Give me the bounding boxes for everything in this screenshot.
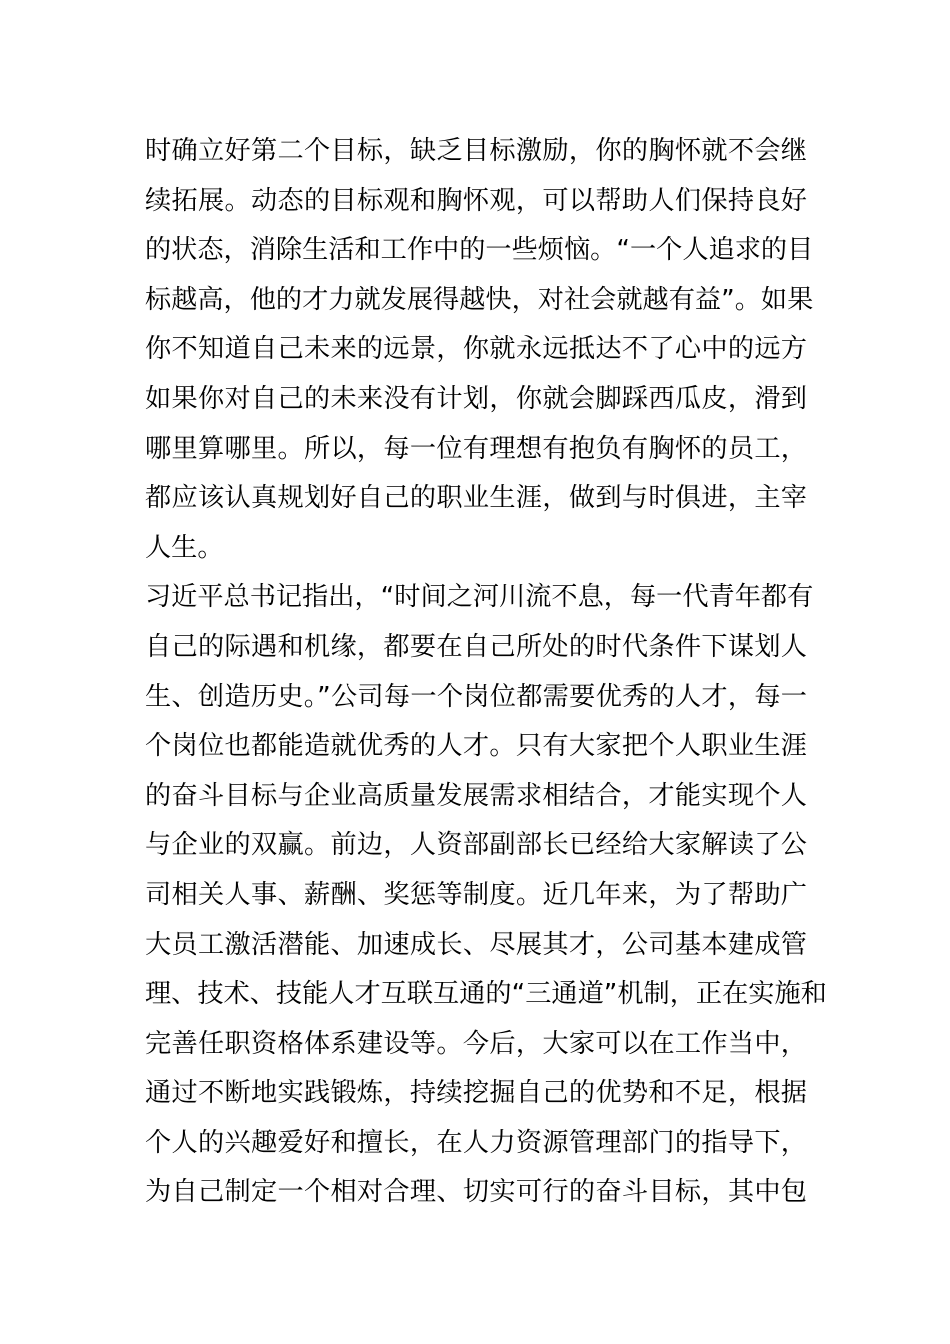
text-line: 与企业的双赢。前边，人资部副部长已经给大家解读了公	[145, 830, 807, 861]
text-line: 人生。	[145, 532, 224, 563]
text-line: 时确立好第二个目标，缺乏目标激励，你的胸怀就不会继	[145, 136, 807, 166]
text-line: 通过不断地实践锻炼，持续挖掘自己的优势和不足，根据	[145, 1078, 807, 1109]
text-line: 为自己制定一个相对合理、切实可行的奋斗目标，其中包	[145, 1177, 807, 1208]
text-line: 个人的兴趣爱好和擅长，在人力资源管理部门的指导下，	[145, 1127, 807, 1158]
document-page	[145, 127, 827, 1218]
text-line: 哪里算哪里。所以，每一位有理想有抱负有胸怀的员工，	[145, 433, 807, 464]
text-line: 的奋斗目标与企业高质量发展需求相结合，才能实现个人	[145, 780, 807, 811]
text-line: 续拓展。动态的目标观和胸怀观，可以帮助人们保持良好	[145, 185, 807, 216]
text-line: 大员工激活潜能、加速成长、尽展其才，公司基本建成管	[145, 929, 807, 960]
text-line: 司相关人事、薪酬、奖惩等制度。近几年来，为了帮助广	[145, 879, 807, 910]
text-line: 你不知道自己未来的远景，你就永远抵达不了心中的远方	[145, 334, 807, 365]
text-line: 标越高，他的才力就发展得越快，对社会就越有益”。如果	[145, 284, 814, 315]
paragraph-2	[145, 573, 827, 1218]
text-line: 完善任职资格体系建设等。今后，大家可以在工作当中，	[145, 1028, 807, 1059]
text-line: 的状态，消除生活和工作中的一些烦恼。“一个人追求的目	[145, 235, 814, 266]
paragraph-1	[145, 127, 814, 573]
text-line: 理、技术、技能人才互联互通的“三通道”机制，正在实施和	[145, 979, 827, 1010]
text-line: 个岗位也都能造就优秀的人才。只有大家把个人职业生涯	[145, 731, 807, 762]
text-line: 习近平总书记指出，“时间之河川流不息，每一代青年都有	[145, 582, 814, 613]
text-line: 都应该认真规划好自己的职业生涯，做到与时俱进，主宰	[145, 483, 807, 514]
text-line: 生、创造历史。”公司每一个岗位都需要优秀的人才，每一	[145, 681, 807, 712]
text-line: 自己的际遇和机缘，都要在自己所处的时代条件下谋划人	[145, 631, 807, 662]
text-line: 如果你对自己的未来没有计划，你就会脚踩西瓜皮，滑到	[145, 383, 807, 414]
